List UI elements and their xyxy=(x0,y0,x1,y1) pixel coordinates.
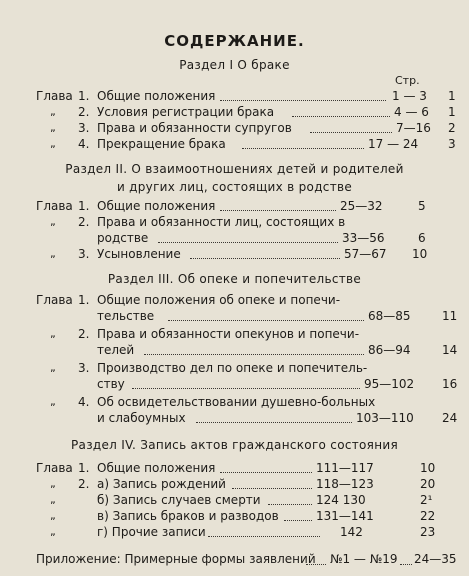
chapter-title: Права и обязанности опекунов и попечи- xyxy=(97,327,360,341)
subitem-title: г) Прочие записи xyxy=(97,525,206,539)
toc-row xyxy=(0,88,469,104)
column-ref: 10 xyxy=(412,247,428,261)
chapter-title: Общие положения xyxy=(97,199,216,213)
column-ref: 11 xyxy=(442,309,458,323)
chapter-title: Условия регистрации брака xyxy=(97,105,275,119)
ditto-mark: „ xyxy=(50,525,56,538)
page-range: 4 — 6 xyxy=(394,105,429,119)
appendix-range: №1 — №19 xyxy=(330,552,398,566)
page-range: 25—32 xyxy=(340,199,383,213)
section-heading: и других лиц, состоящих в родстве xyxy=(116,180,353,194)
toc-row xyxy=(0,214,469,230)
page-range: 118—123 xyxy=(316,477,374,491)
chapter-word: Глава xyxy=(36,293,73,307)
chapter-number: 2. xyxy=(78,215,90,229)
page-title: СОДЕРЖАНИЕ. xyxy=(164,32,305,50)
toc-row xyxy=(0,492,469,508)
chapter-title: Права и обязанности лиц, состоящих в xyxy=(97,215,346,229)
page-range: 103—110 xyxy=(356,411,414,425)
section-heading: Раздел I О браке xyxy=(179,58,290,72)
toc-row xyxy=(0,508,469,524)
column-ref: 20 xyxy=(420,477,436,491)
chapter-number: 3. xyxy=(78,361,90,375)
chapter-title: Общие положения об опеке и попечи- xyxy=(97,293,341,307)
toc-row xyxy=(0,120,469,136)
chapter-title: Права и обязанности супругов xyxy=(97,121,292,135)
page-range: 17 — 24 xyxy=(368,137,419,151)
chapter-number: 3. xyxy=(78,121,90,135)
column-ref: 6 xyxy=(418,231,426,245)
chapter-title: Прекращение брака xyxy=(97,137,226,151)
toc-row xyxy=(0,460,469,476)
subitem-title: а) Запись рождений xyxy=(97,477,226,491)
toc-row xyxy=(0,394,469,410)
page-range: 33—56 xyxy=(342,231,385,245)
chapter-number: 1. xyxy=(78,293,90,307)
column-ref: 24 xyxy=(442,411,458,425)
section-heading: Раздел II. О взаимоотношениях детей и родителей xyxy=(65,162,404,176)
ditto-mark: „ xyxy=(50,361,56,374)
chapter-title-cont: ству xyxy=(97,377,125,391)
toc-row xyxy=(0,360,469,376)
chapter-number: 2. xyxy=(78,327,90,341)
chapter-word: Глава xyxy=(36,199,73,213)
chapter-title-cont: родстве xyxy=(97,231,149,245)
section-heading: Раздел III. Об опеке и попечительстве xyxy=(107,272,362,286)
chapter-number: 4. xyxy=(78,395,90,409)
chapter-title: Об освидетельствовании душевно-больных xyxy=(97,395,376,409)
toc-row-continuation xyxy=(0,230,469,246)
page-range: 86—94 xyxy=(368,343,411,357)
chapter-number: 1. xyxy=(78,461,90,475)
ditto-mark: „ xyxy=(50,247,56,260)
column-ref: 5 xyxy=(418,199,426,213)
page-range: 68—85 xyxy=(368,309,411,323)
ditto-mark: „ xyxy=(50,327,56,340)
chapter-word: Глава xyxy=(36,461,73,475)
toc-row xyxy=(0,246,469,262)
page-range: 131—141 xyxy=(316,509,374,523)
ditto-mark: „ xyxy=(50,477,56,490)
chapter-word: Глава xyxy=(36,89,73,103)
chapter-title: Производство дел по опеке и попечитель- xyxy=(97,361,368,375)
chapter-title: Общие положения xyxy=(97,461,216,475)
chapter-number: 4. xyxy=(78,137,90,151)
toc-row xyxy=(0,326,469,342)
column-ref: 1 xyxy=(448,105,456,119)
column-ref: 10 xyxy=(420,461,436,475)
chapter-title-cont: и слабоумных xyxy=(97,411,186,425)
toc-row xyxy=(0,524,469,540)
toc-row-continuation xyxy=(0,308,469,324)
toc-row xyxy=(0,198,469,214)
page-range: 124 130 xyxy=(316,493,366,507)
page-range: 142 xyxy=(340,525,363,539)
section-heading: Раздел IV. Запись актов гражданского состояния xyxy=(71,438,398,452)
page-range: 111—117 xyxy=(316,461,374,475)
chapter-title: Усыновление xyxy=(97,247,181,261)
column-ref: 3 xyxy=(448,137,456,151)
appendix-pages: 24—35 xyxy=(414,552,457,566)
chapter-number: 1. xyxy=(78,89,90,103)
toc-row xyxy=(0,104,469,120)
chapter-title-cont: тельстве xyxy=(97,309,155,323)
page-range: 57—67 xyxy=(344,247,387,261)
subitem-title: б) Запись случаев смерти xyxy=(97,493,261,507)
ditto-mark: „ xyxy=(50,105,56,118)
chapter-number: 2. xyxy=(78,105,90,119)
page-column-label: Стр. xyxy=(395,74,420,87)
toc-row-continuation xyxy=(0,342,469,358)
chapter-title-cont: телей xyxy=(97,343,135,357)
appendix-label: Приложение: Примерные формы заявлений xyxy=(36,552,316,566)
page-range: 95—102 xyxy=(364,377,415,391)
toc-row xyxy=(0,292,469,308)
toc-row xyxy=(0,136,469,152)
subitem-title: в) Запись браков и разводов xyxy=(97,509,279,523)
chapter-number: 3. xyxy=(78,247,90,261)
column-ref: 2¹ xyxy=(420,493,433,507)
column-ref: 1 xyxy=(448,89,456,103)
appendix-row xyxy=(36,552,457,568)
column-ref: 14 xyxy=(442,343,458,357)
column-ref: 16 xyxy=(442,377,458,391)
chapter-number: 1. xyxy=(78,199,90,213)
chapter-number: 2. xyxy=(78,477,90,491)
toc-row-continuation xyxy=(0,376,469,392)
chapter-title: Общие положения xyxy=(97,89,216,103)
page-range: 1 — 3 xyxy=(392,89,427,103)
ditto-mark: „ xyxy=(50,509,56,522)
page-range: 7—16 xyxy=(396,121,431,135)
ditto-mark: „ xyxy=(50,121,56,134)
ditto-mark: „ xyxy=(50,215,56,228)
ditto-mark: „ xyxy=(50,395,56,408)
toc-row-continuation xyxy=(0,410,469,426)
toc-row xyxy=(0,476,469,492)
column-ref: 23 xyxy=(420,525,436,539)
column-ref: 2 xyxy=(448,121,456,135)
ditto-mark: „ xyxy=(50,493,56,506)
ditto-mark: „ xyxy=(50,137,56,150)
column-ref: 22 xyxy=(420,509,436,523)
